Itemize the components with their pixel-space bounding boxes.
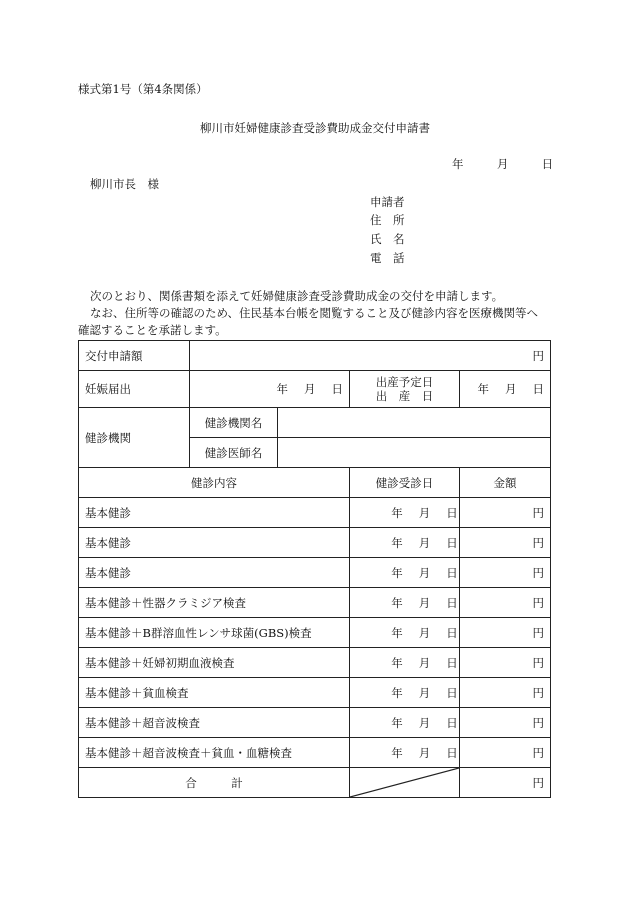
application-table [78,340,551,798]
total-date-cell-crossed [350,768,460,798]
table-row [79,558,551,588]
row-content: 基本健診＋超音波検査＋貧血・血糖検査 [79,738,350,768]
table-row [79,618,551,648]
row-date-input[interactable]: 年 月 日 [350,498,460,528]
body-text-2: なお、住所等の確認のため、住民基本台帳を閲覧すること及び健診内容を医療機関等へ [90,306,539,320]
row-date-input[interactable]: 年 月 日 [350,738,460,768]
row-date-input[interactable]: 年 月 日 [350,708,460,738]
clinic-name-input[interactable] [278,408,551,438]
row-amount-input[interactable]: 円 [460,618,551,648]
table-row [79,498,551,528]
date-line [452,156,553,172]
addressee: 柳川市長 様 [90,177,159,191]
row-amount-input[interactable]: 円 [460,678,551,708]
clinic-name-label: 健診機関名 [190,408,278,438]
row-amount-input[interactable]: 円 [460,588,551,618]
table-header-row [79,468,551,498]
diagonal-slash [350,768,459,797]
total-amount-input[interactable]: 円 [460,768,551,798]
row-amount-input[interactable]: 円 [460,738,551,768]
pregnancy-row [79,371,551,408]
table-row [79,648,551,678]
due-date-label: 出産予定日 出 産 日 [350,371,460,408]
pregnancy-label: 妊娠届出 [79,371,190,408]
table-row [79,678,551,708]
row-amount-input[interactable]: 円 [460,648,551,678]
row-amount-input[interactable]: 円 [460,708,551,738]
applicant-phone-label: 電 話 [370,251,405,265]
row-content: 基本健診＋B群溶血性レンサ球菌(GBS)検査 [79,618,350,648]
col-header-content: 健診内容 [79,468,350,498]
row-date-input[interactable]: 年 月 日 [350,588,460,618]
body-text-3: 確認することを承諾します。 [78,323,227,337]
amount-input[interactable]: 円 [190,341,551,371]
row-date-input[interactable]: 年 月 日 [350,678,460,708]
form-number: 様式第1号（第4条関係） [78,82,208,96]
doctor-name-label: 健診医師名 [190,438,278,468]
clinic-label: 健診機関 [79,408,190,468]
body-text-1: 次のとおり、関係書類を添えて妊婦健康診査受診費助成金の交付を申請します。 [90,289,504,303]
row-date-input[interactable]: 年 月 日 [350,618,460,648]
row-content: 基本健診 [79,498,350,528]
due-date-input[interactable]: 年 月 日 [460,371,551,408]
table-row [79,588,551,618]
total-label: 合 計 [79,768,350,798]
col-header-amount: 金額 [460,468,551,498]
row-content: 基本健診＋妊婦初期血液検査 [79,648,350,678]
clinic-row [79,408,551,438]
doctor-name-input[interactable] [278,438,551,468]
pregnancy-date-input[interactable]: 年 月 日 [190,371,350,408]
row-date-input[interactable]: 年 月 日 [350,528,460,558]
amount-row [79,341,551,371]
row-content: 基本健診＋超音波検査 [79,708,350,738]
applicant-address-label: 住 所 [370,213,405,227]
row-amount-input[interactable]: 円 [460,498,551,528]
table-row [79,738,551,768]
year-label: 年 [452,157,464,171]
row-amount-input[interactable]: 円 [460,528,551,558]
total-row [79,768,551,798]
form-title: 柳川市妊婦健康診査受診費助成金交付申請書 [200,121,430,135]
row-amount-input[interactable]: 円 [460,558,551,588]
col-header-date: 健診受診日 [350,468,460,498]
table-row [79,708,551,738]
table-row [79,528,551,558]
day-label: 日 [541,157,554,171]
row-content: 基本健診 [79,558,350,588]
row-date-input[interactable]: 年 月 日 [350,648,460,678]
month-label: 月 [496,157,509,171]
row-content: 基本健診 [79,528,350,558]
row-date-input[interactable]: 年 月 日 [350,558,460,588]
amount-label: 交付申請額 [79,341,190,371]
applicant-label: 申請者 [370,195,405,209]
row-content: 基本健診＋貧血検査 [79,678,350,708]
row-content: 基本健診＋性器クラミジア検査 [79,588,350,618]
applicant-name-label: 氏 名 [370,232,405,246]
